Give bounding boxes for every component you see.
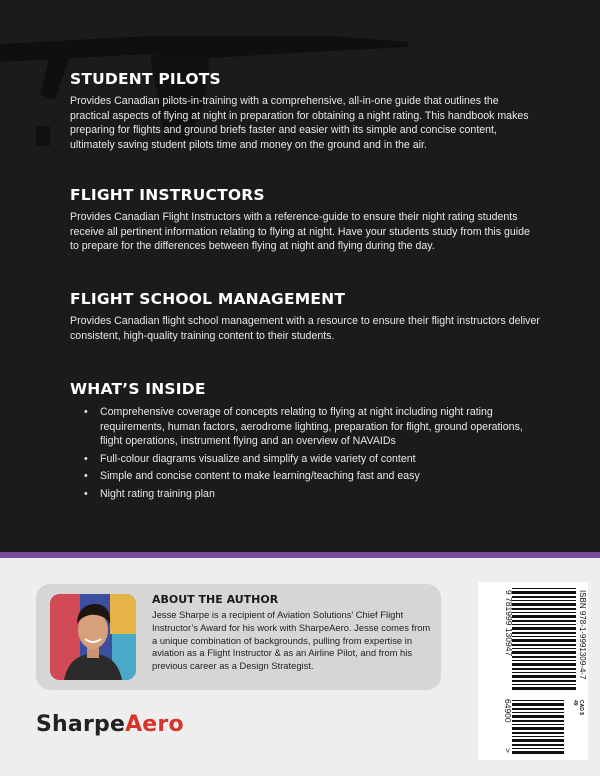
barcode-bar (512, 663, 576, 666)
barcode-bar (512, 732, 564, 734)
logo-part-aero: Aero (125, 712, 184, 737)
barcode-bar (512, 712, 564, 713)
section-body: Provides Canadian pilots-in-training with a comprehensive, all-in-one guide that outlines the practical aspects of flying at night in preparation for obtaining a night rating. This handbook makes preparing for flights and ground briefs faster and easier with its simple and concise content, ultimately saving student pilots time and money on the ground and in the air. (70, 95, 529, 151)
about-author-card (36, 584, 441, 690)
barcode-bar (512, 675, 576, 678)
section-flight-instructors (70, 186, 540, 254)
barcode-bar (512, 636, 576, 637)
price-digits: 64900 (503, 699, 513, 723)
section-title: STUDENT PILOTS (70, 70, 221, 88)
barcode-bar (512, 748, 564, 749)
currency-label: CAD $ (578, 700, 584, 716)
barcode-bar (512, 680, 576, 682)
barcode-bar (512, 651, 576, 654)
barcode-bar (512, 596, 576, 598)
barcode-bar (512, 708, 564, 710)
currency-value: 49 (572, 700, 578, 706)
barcode-bar (512, 644, 576, 646)
sharpeaero-logo (36, 712, 184, 737)
isbn-barcode (478, 582, 588, 760)
section-body: Provides Canadian flight school management with a resource to ensure their flight instructors deliver consistent, high-quality training content to their students. (70, 315, 540, 342)
inside-list (70, 405, 540, 502)
barcode-bar (512, 591, 576, 594)
barcode-bar (512, 739, 564, 742)
barcode-bar (512, 588, 576, 589)
list-item: • Night rating training plan (92, 487, 540, 502)
logo-part-sharpe: Sharpe (36, 712, 126, 737)
section-title: FLIGHT INSTRUCTORS (70, 186, 265, 204)
barcode-bar (512, 668, 576, 670)
barcode-bar (512, 672, 576, 673)
barcode-bar (512, 656, 576, 658)
main-digits: 9 781999 130947 (504, 590, 514, 657)
barcode-bar (512, 700, 564, 701)
barcode-bar (512, 736, 564, 737)
barcode-bar (512, 603, 576, 606)
section-whats-inside (70, 380, 540, 505)
barcode-bar (512, 751, 564, 754)
author-photo (50, 594, 136, 680)
barcode-bar (512, 684, 576, 685)
barcode-bar (512, 648, 576, 649)
barcode-bar (512, 600, 576, 601)
barcode-bar (512, 703, 564, 706)
barcode-bar (512, 660, 576, 661)
barcode-bar (512, 627, 576, 630)
barcode-bar (512, 612, 576, 613)
barcode-bar (512, 624, 576, 625)
barcode-bar (512, 720, 564, 722)
section-flight-school-management (70, 290, 540, 343)
price-prefix: > (503, 748, 513, 753)
author-title: ABOUT THE AUTHOR (152, 593, 279, 606)
barcode-bar (512, 615, 576, 618)
barcode-bar (512, 715, 564, 718)
section-title: WHAT’S INSIDE (70, 380, 206, 398)
section-body: Provides Canadian Flight Instructors with a reference-guide to ensure their night rating students receive all pertinent information relating to flying at night. Have your students study from this guide to prepare for the differences between flying at night and flying during the day. (70, 211, 530, 253)
barcode-bar (512, 632, 576, 634)
isbn-text: ISBN 978-1-9991309-4-7 (578, 590, 587, 680)
section-student-pilots (70, 70, 540, 152)
author-bio: Jesse Sharpe is a recipient of Aviation Solutions’ Chief Flight Instructor’s Award for his work with SharpeAero. Jesse comes from a unique combination of backgrounds, pulling from expertise in aviation as a Flight Instructor & as an Airline Pilot, and from his previous career as a Design Strategist. (152, 609, 431, 672)
barcode-bar (512, 744, 564, 746)
barcode-bar (512, 608, 576, 610)
accent-stripe (0, 552, 600, 558)
list-item: • Full-colour diagrams visualize and simplify a wide variety of content (92, 452, 540, 467)
barcode-bar (512, 639, 576, 642)
barcode-bar (512, 687, 576, 690)
list-item: • Simple and concise content to make learning/teaching fast and easy (92, 469, 540, 484)
barcode-bar (512, 727, 564, 730)
section-title: FLIGHT SCHOOL MANAGEMENT (70, 290, 346, 308)
barcode-bar (512, 724, 564, 725)
list-item: • Comprehensive coverage of concepts relating to flying at night including night rating requirements, human factors, aerodrome lighting, preparation for flight, ground operations, flight operations, instrument flying and an overview of NAVAIDs (92, 405, 540, 449)
barcode-bar (512, 620, 576, 622)
